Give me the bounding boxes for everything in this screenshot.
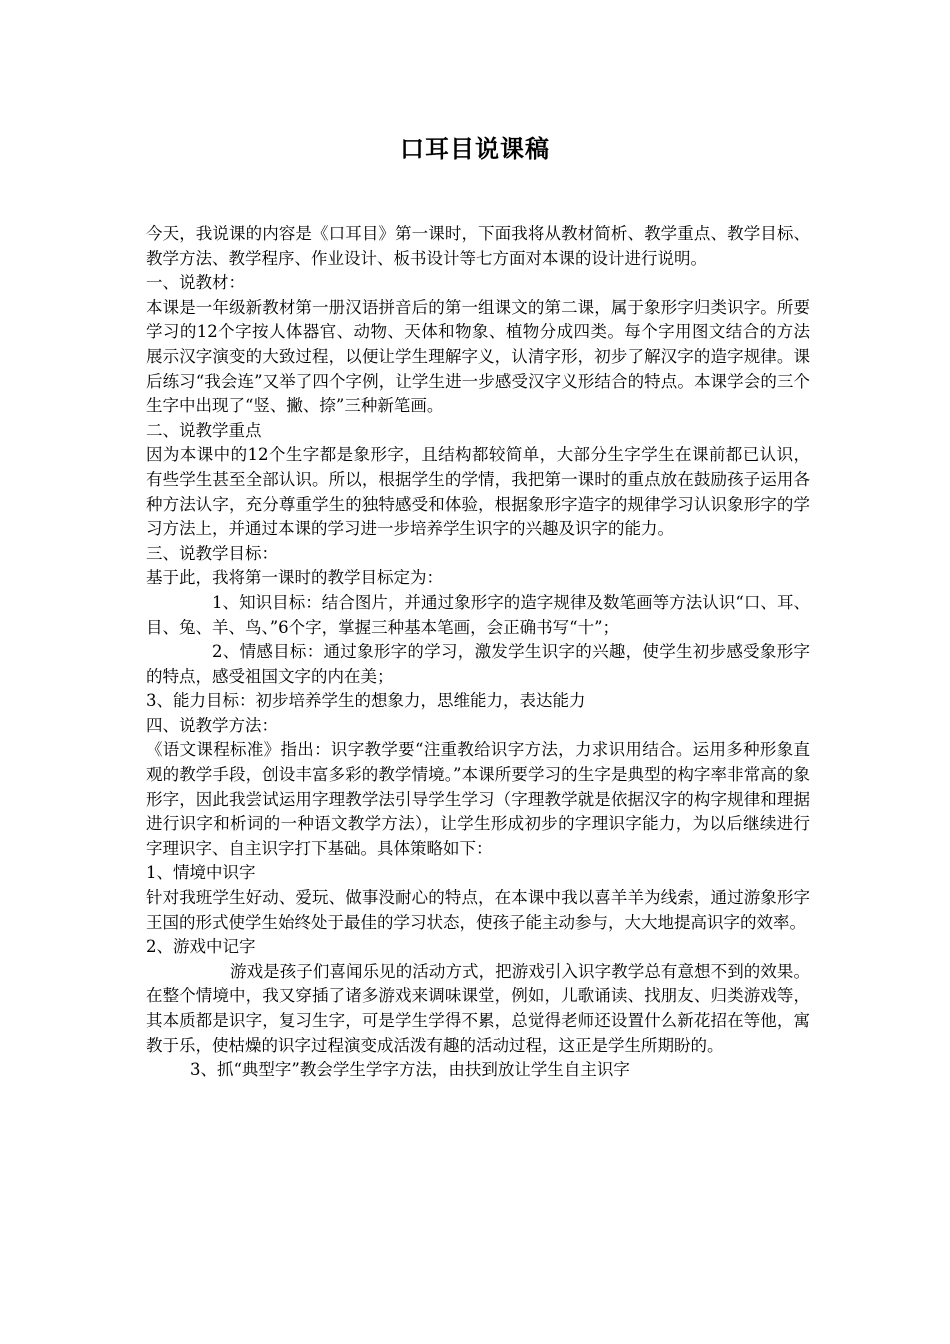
objective-knowledge: 1、知识目标：结合图片，并通过象形字的造字规律及数笔画等方法认识“口、耳、目、兔、羊、鸟、”6个字，掌握三种基本笔画，会正确书写“十”；: [146, 592, 810, 637]
section-heading-textbook: 一、说教材：: [146, 273, 245, 293]
objective-ability: 3、能力目标：初步培养学生的想象力，思维能力，表达能力: [146, 691, 586, 711]
methods-paragraph: 《语文课程标准》指出：识字教学要“注重教给识字方法，力求识用结合。运用多种形象直观的教学手段，创设丰富多彩的教学情境。”本课所要学习的生字是典型的构字率非常高的象形字，因此我尝试运用字理教学法引导学生学习（字理教学就是依据汉字的构字规律和理据进行识字和析词的一种语文教学方法），让学生形成初步的字理识字能力，为以后继续进行字理识字、自主识字打下基础。具体策略如下：: [146, 740, 810, 858]
page-title: 口耳目说课稿: [400, 135, 550, 163]
objective-emotion: 2、情感目标：通过象形字的学习，激发学生识字的兴趣，使学生初步感受象形字的特点，感受祖国文字的内在美；: [146, 642, 810, 686]
document-body: [146, 222, 810, 1083]
strategy-context-paragraph: 针对我班学生好动、爱玩、做事没耐心的特点，在本课中我以喜羊羊为线索，通过游象形字王国的形式使学生始终处于最佳的学习状态，使孩子能主动参与，大大地提高识字的效率。: [146, 888, 810, 932]
strategy-heading-typical: 3、抓“典型字”教会学生学字方法，由扶到放让学生自主识字: [190, 1060, 630, 1080]
section-heading-methods: 四、说教学方法：: [146, 715, 278, 735]
strategy-games-paragraph: 游戏是孩子们喜闻乐见的活动方式，把游戏引入识字教学总有意想不到的效果。在整个情境中，我又穿插了诸多游戏来调味课堂，例如，儿歌诵读、找朋友、归类游戏等，其本质都是识字，复习生字，可是学生学得不累，总觉得老师还设置什么新花招在等他，寓教于乐，使枯燥的识字过程演变成活泼有趣的活动过程，这正是学生所期盼的。: [146, 961, 810, 1055]
strategy-heading-context: 1、情境中识字: [146, 863, 256, 883]
section-heading-key-points: 二、说教学重点: [146, 420, 262, 440]
textbook-paragraph: 本课是一年级新教材第一册汉语拼音后的第一组课文的第二课，属于象形字归类识字。所要学习的12个字按人体器官、动物、天体和物象、植物分成四类。每个字用图文结合的方法展示汉字演变的大致过程，以便让学生理解字义，认清字形，初步了解汉字的造字规律。课后练习“我会连”又举了四个字例，让学生进一步感受汉字义形结合的特点。本课学会的三个生字中出现了“竖、撇、捺”三种新笔画。: [146, 297, 810, 416]
key-points-paragraph: 因为本课中的12个生字都是象形字，且结构都较简单，大部分生字学生在课前都已认识，有些学生甚至全部认识。所以，根据学生的学情，我把第一课时的重点放在鼓励孩子运用各种方法认字，充分尊重学生的独特感受和体验，根据象形字造字的规律学习认识象形字的学习方法上，并通过本课的学习进一步培养学生识字的兴趣及识字的能力。: [146, 445, 810, 539]
section-heading-objectives: 三、说教学目标：: [146, 543, 278, 563]
intro-paragraph: 今天，我说课的内容是《口耳目》第一课时，下面我将从教材简析、教学重点、教学目标、教学方法、教学程序、作业设计、板书设计等七方面对本课的设计进行说明。: [146, 224, 810, 268]
strategy-heading-games: 2、游戏中记字: [146, 937, 256, 957]
objectives-intro: 基于此，我将第一课时的教学目标定为：: [146, 568, 443, 588]
